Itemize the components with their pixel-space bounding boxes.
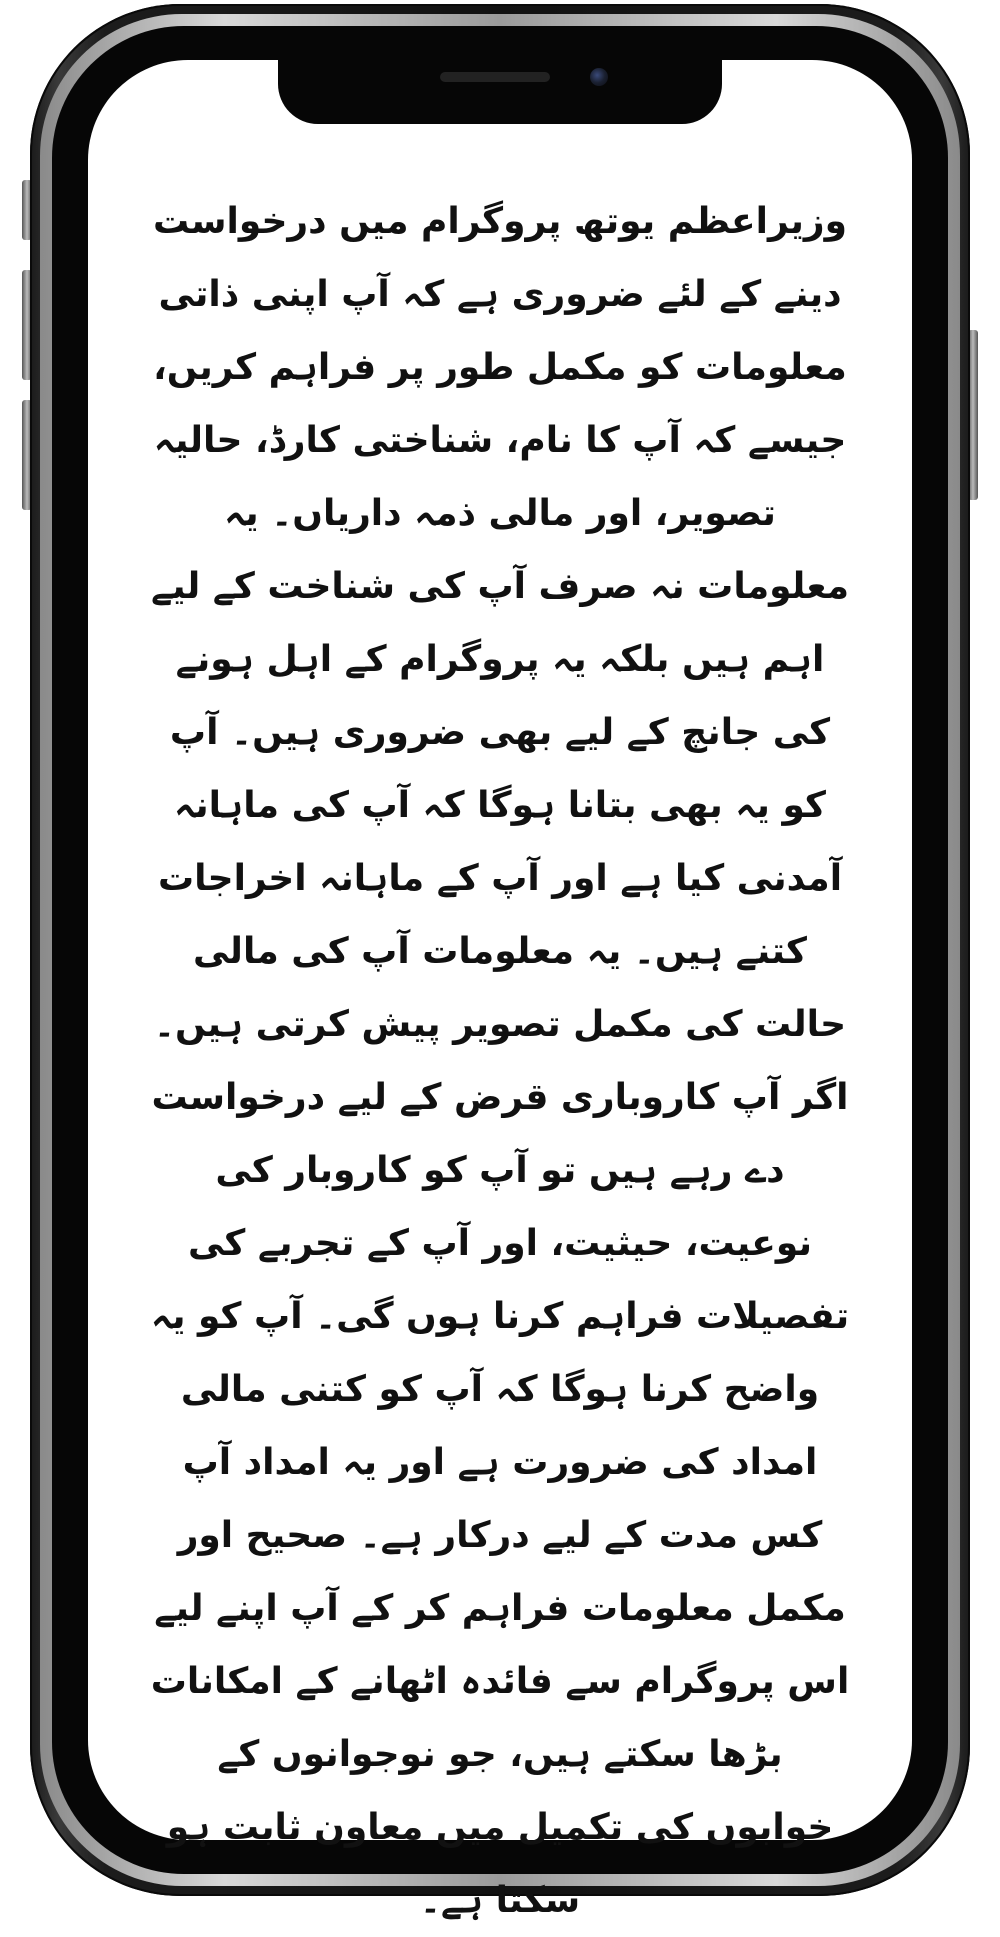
speaker-grille (440, 72, 550, 82)
article-body (150, 185, 850, 1937)
article-paragraph: وزیراعظم یوتھ پروگرام میں درخواست دینے کے لئے ضروری ہے کہ آپ اپنی ذاتی معلومات کو مکمل طور پر فراہم کریں، جیسے کہ آپ کا نام، شناختی کارڈ، حالیہ تصویر، اور مالی ذمہ داریاں۔ یہ معلومات نہ صرف آپ کی شناخت کے لیے اہم ہیں بلکہ یہ پروگرام کے اہل ہونے کی جانچ کے لیے بھی ضروری ہیں۔ آپ کو یہ بھی بتانا ہوگا کہ آپ کی ماہانہ آمدنی کیا ہے اور آپ کے ماہانہ اخراجات کتنے ہیں۔ یہ معلومات آپ کی مالی حالت کی مکمل تصویر پیش کرتی ہیں۔ اگر آپ کاروباری قرض کے لیے درخواست دے رہے ہیں تو آپ کو کاروبار کی نوعیت، حیثیت، اور آپ کے تجربے کی تفصیلات فراہم کرنا ہوں گی۔ آپ کو یہ واضح کرنا ہوگا کہ آپ کو کتنی مالی امداد کی ضرورت ہے اور یہ امداد آپ کس مدت کے لیے درکار ہے۔ صحیح اور مکمل معلومات فراہم کر کے آپ اپنے لیے اس پروگرام سے فائدہ اٹھانے کے امکانات بڑھا سکتے ہیں، جو نوجوانوں کے خوابوں کی تکمیل میں معاون ثابت ہو سکتا ہے۔ (150, 201, 850, 1921)
notch (278, 56, 722, 124)
front-camera-icon (590, 68, 608, 86)
